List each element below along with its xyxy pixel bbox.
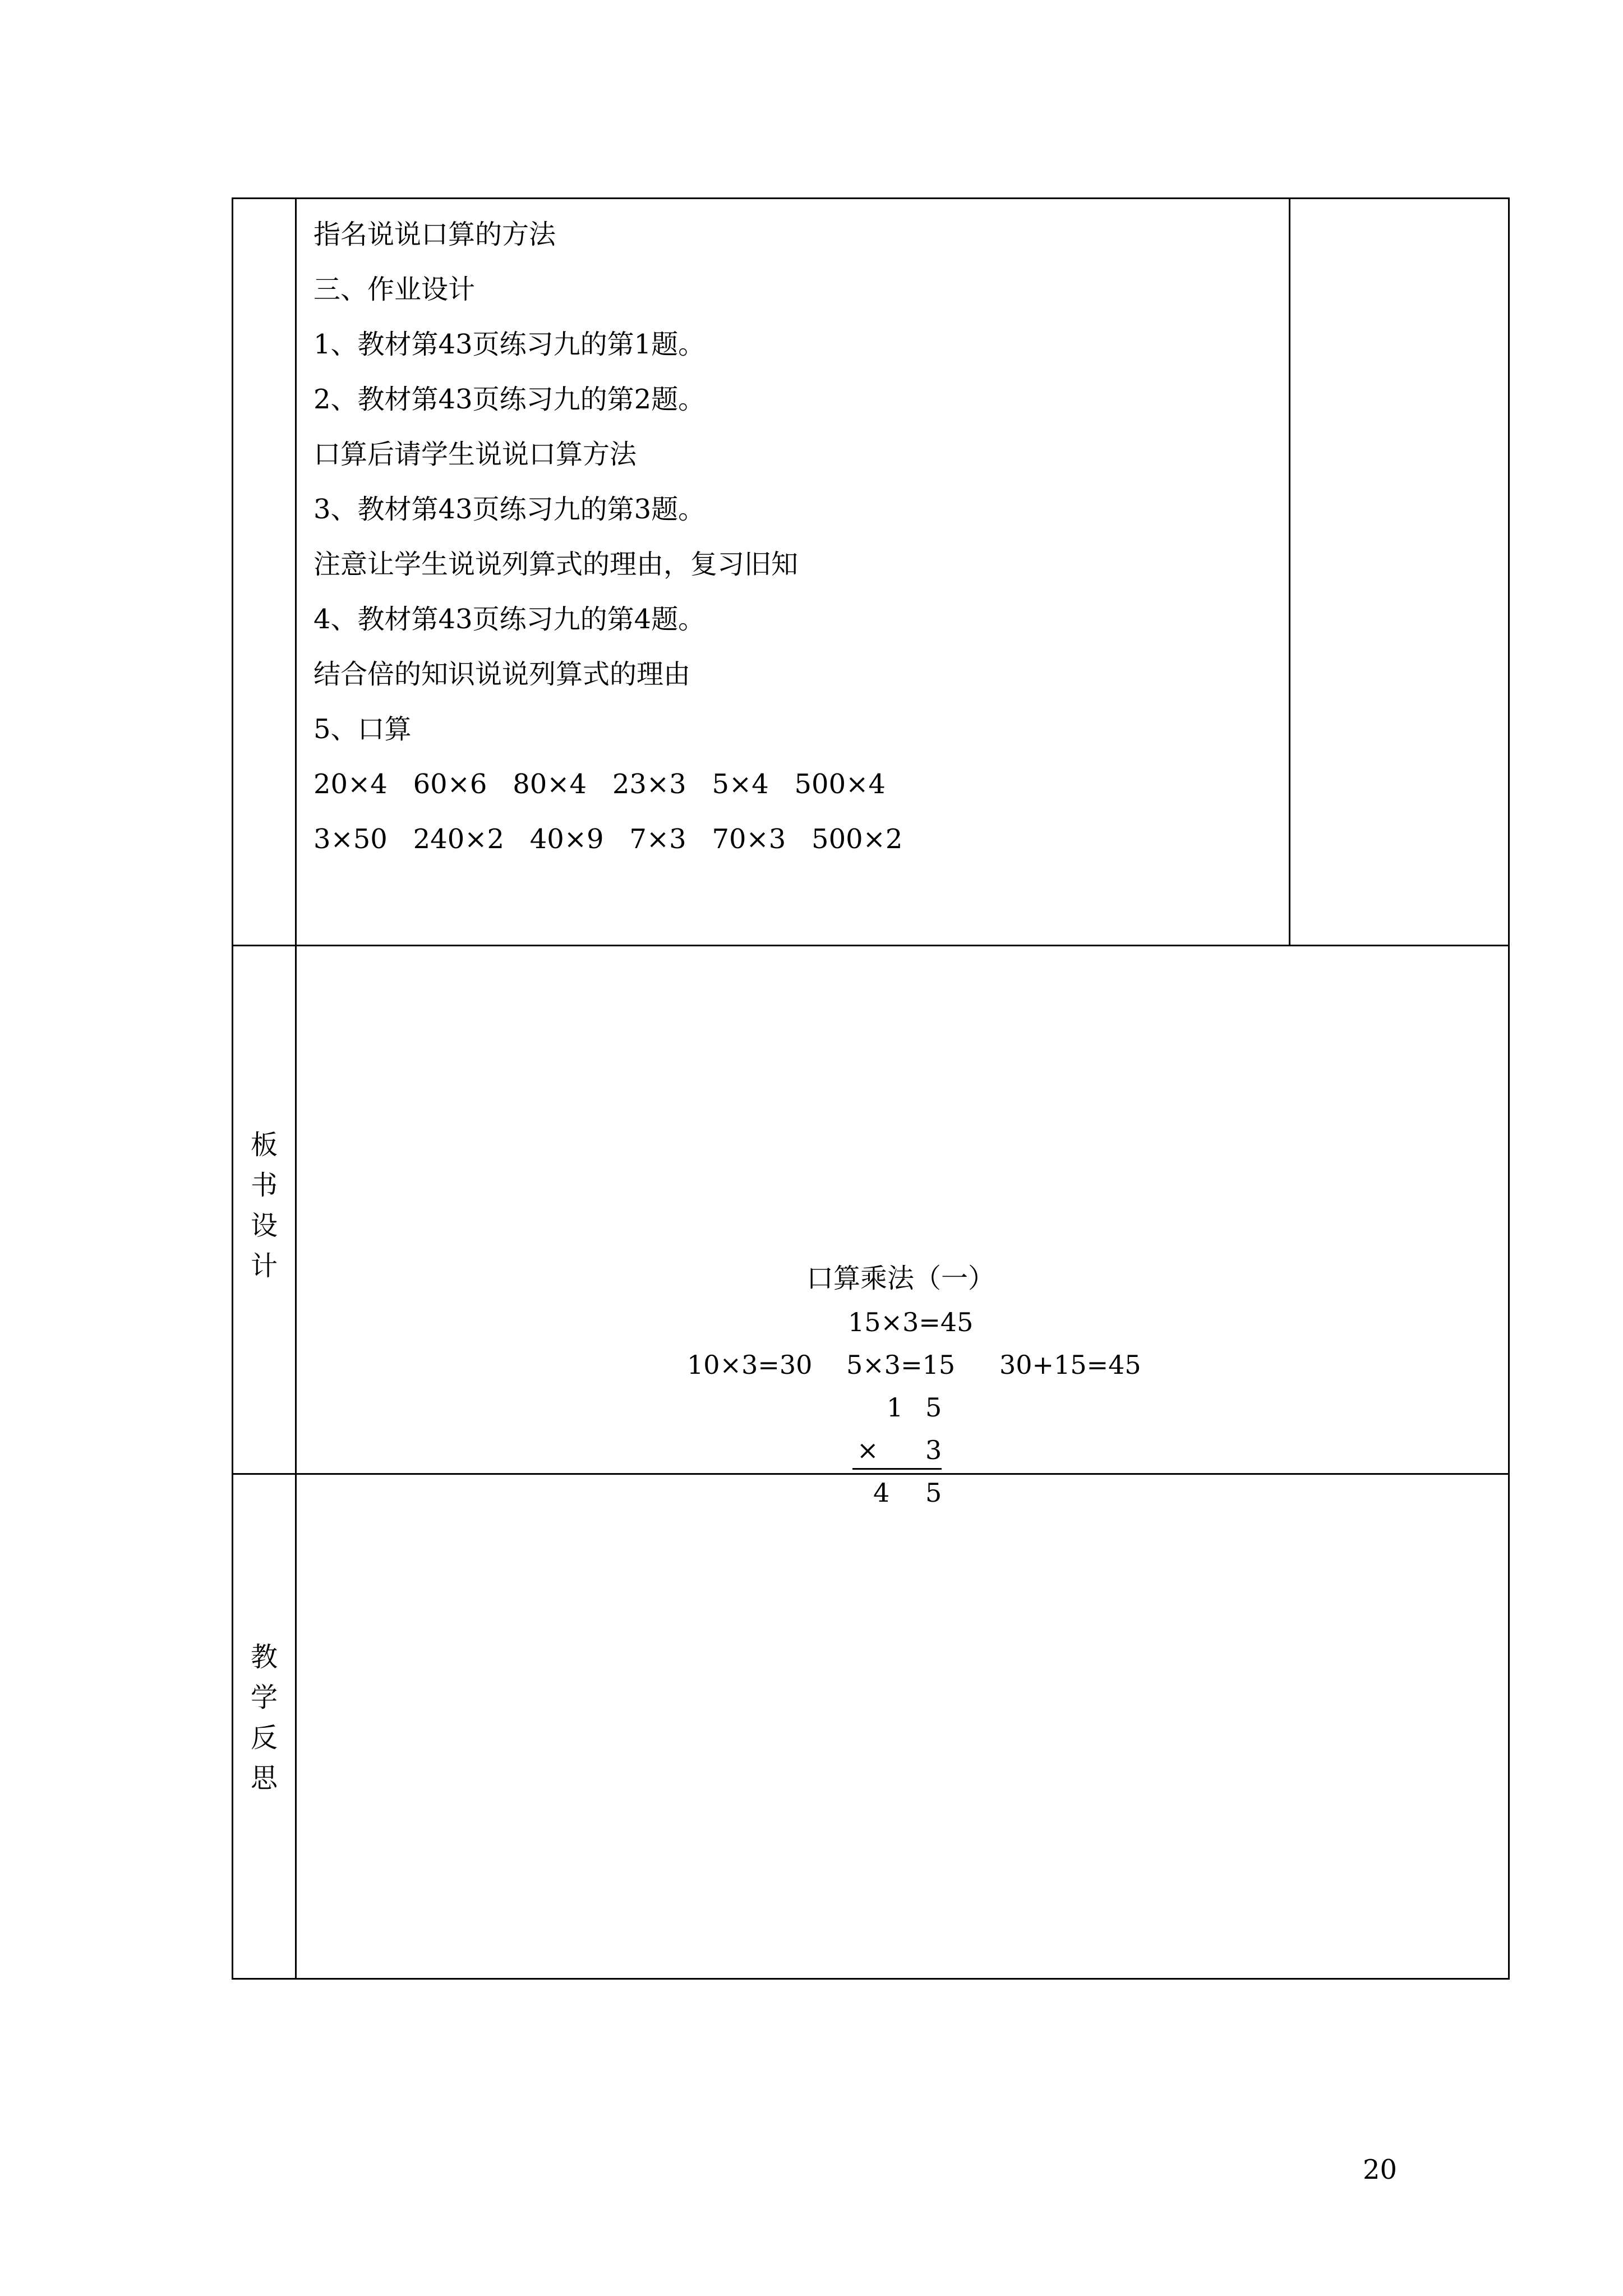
content-line: 3、教材第43页练习九的第3题。 (313, 494, 706, 525)
vertical-calc-digit: 3 (925, 1435, 942, 1465)
mental-math-row-2: 3×50 240×2 40×9 7×3 70×3 500×2 (313, 823, 903, 855)
page-number: 20 (1363, 2154, 1398, 2185)
content-line: 注意让学生说说列算式的理由，复习旧知 (313, 549, 799, 580)
teaching-reflection-label-cell (233, 1475, 297, 1978)
homework-row (233, 199, 1508, 946)
board-title: 口算乘法（一） (806, 1263, 995, 1294)
board-main-equation: 15×3=45 (848, 1307, 974, 1337)
content-line: 5、口算 (313, 714, 412, 745)
content-line: 4、教材第43页练习九的第4题。 (313, 604, 706, 635)
vertical-calc-result-digit: 5 (925, 1478, 942, 1508)
content-line: 三、作业设计 (313, 274, 476, 305)
content-line: 2、教材第43页练习九的第2题。 (313, 384, 706, 415)
board-design-row (233, 946, 1508, 1508)
vertical-calc-underline (852, 1468, 942, 1470)
board-step-2: 5×3=15 (846, 1350, 956, 1380)
lesson-plan-table (232, 197, 1510, 1980)
board-design-label-cell (233, 946, 297, 1473)
content-line: 结合倍的知识说说列算式的理由 (313, 659, 691, 690)
content-line: 1、教材第43页练习九的第1题。 (313, 329, 706, 360)
content-line: 口算后请学生说说口算方法 (313, 439, 637, 470)
board-design-label: 板 书 设 计 (250, 1129, 278, 1282)
content-line: 指名说说口算的方法 (313, 219, 556, 250)
board-step-1: 10×3=30 (687, 1350, 813, 1380)
teaching-reflection-row (233, 1475, 1508, 1978)
vertical-calc-operator: × (857, 1435, 879, 1465)
teaching-reflection-label: 教 学 反 思 (250, 1641, 278, 1794)
vertical-calc-result-digit: 4 (873, 1478, 890, 1508)
board-step-3: 30+15=45 (999, 1350, 1141, 1380)
vertical-calc-digit: 5 (925, 1392, 942, 1423)
vertical-calc-digit: 1 (887, 1392, 903, 1423)
mental-math-row-1: 20×4 60×6 80×4 23×3 5×4 500×4 (313, 769, 886, 800)
homework-label-cell (233, 199, 297, 945)
homework-content (313, 215, 902, 875)
remark-column-divider (1289, 199, 1290, 945)
